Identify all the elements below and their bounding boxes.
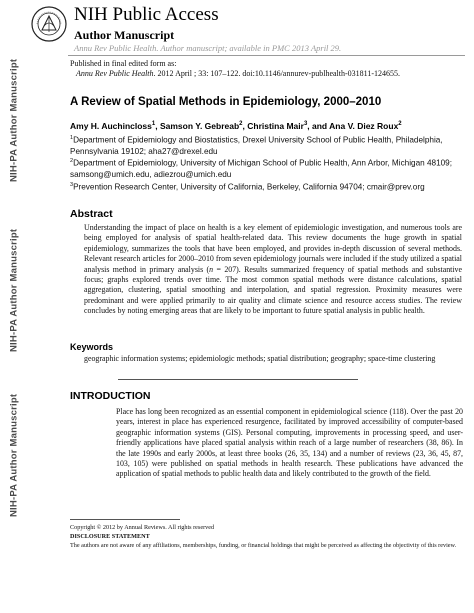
author-affiliation-marker: 2	[398, 121, 402, 128]
sidebar	[0, 0, 28, 613]
availability-note: Annu Rev Public Health. Author manuscript; available in PMC 2013 April 29.	[74, 43, 342, 53]
sidebar-label: NIH-PA Author Manuscript	[8, 228, 20, 352]
affiliation-marker: 3	[70, 182, 74, 188]
nih-seal-logo	[31, 6, 67, 42]
introduction-text: Place has long been recognized as an essential component in epidemiological science (118). Over the past 20 years, interest in place has experienced resurgence, facilitated by improved accessibility of computer-based geographic information systems (GIS). Personal computing, improvements in processing speed, and user-friendly applications have placed spatial analysis within reach of a large number of researchers (38, 86). In the late 1990s and early 2000s, at least three books (26, 35, 134) and a number of reviews (23, 36, 45, 87, 103, 105) were published on spatial methods in health research. These publications have advanced the application of spatial methods to public health data and likely contributed to the growth of the field.	[116, 407, 463, 479]
abstract-heading: Abstract	[70, 208, 113, 220]
author-separator: ,	[155, 121, 160, 131]
author-name: Samson Y. Gebreab	[159, 121, 240, 131]
copyright-notice: Copyright © 2012 by Annual Reviews. All rights reserved	[70, 524, 215, 531]
author-name: Amy H. Auchincloss	[70, 121, 152, 131]
author-manuscript-label: Author Manuscript	[74, 28, 175, 42]
citation	[76, 69, 400, 78]
author-affiliation-marker: 2	[239, 121, 243, 128]
citation-details: . 2012 April ; 33: 107–122. doi:10.1146/annurev-publhealth-031811-124655.	[153, 69, 401, 78]
disclosure-heading: DISCLOSURE STATEMENT	[70, 533, 150, 540]
keywords-text: geographic information systems; epidemiologic methods; spatial distribution; geography; space-time clustering	[84, 354, 436, 363]
affiliation	[70, 156, 460, 180]
affiliation	[70, 180, 460, 193]
affiliation-marker: 2	[70, 158, 74, 164]
published-final-form-label: Published in final edited form as:	[70, 59, 177, 68]
affiliation-text: Department of Epidemiology and Biostatistics, Drexel University School of Public Health, Philadelphia, Pennsylvania 19102; aha27@drexel.edu	[70, 135, 443, 156]
footnote-divider	[70, 519, 180, 520]
nih-public-access-title: NIH Public Access	[74, 4, 219, 25]
affiliation-text: Prevention Research Center, University of California, Berkeley, California 94704; cmair@prev.org	[73, 182, 425, 192]
affiliation-text: Department of Epidemiology, University of Michigan School of Public Health, Ann Arbor, Michigan 48109; samsong@umich.edu, adiezrou@umich.edu	[70, 158, 453, 179]
disclosure-text: The authors are not aware of any affiliations, memberships, funding, or financial holdings that might be perceived as affecting the objectivity of this review.	[70, 542, 457, 549]
abstract-text: Understanding the impact of place on health is a key element of epidemiologic investigation, and numerous tools are being employed for analysis of spatial health-related data. This review documents the huge growth in spatial epidemiology, summarizes the tools that have been employed, and provides in-depth discussion of several methods. Relevant research articles for 2000–2010 from seven epidemiology journals were included if the study utilized a spatial analysis method in primary analysis (n = 207). Results summarized frequency of spatial methods and substantive focus; graphs explored trends over time. The most common spatial methods were distance calculations, spatial aggregation, clustering, spatial smoothing and interpolation, and spatial regression. Proximity measures were predominant and were applied primarily to air quality and climate science and resource access studies. The review concludes by noting emerging areas that are likely to be important to future spatial analysis in public health.	[84, 223, 462, 316]
sidebar-label: NIH-PA Author Manuscript	[8, 393, 20, 517]
affiliation-marker: 1	[70, 135, 74, 141]
author-separator: , and	[307, 121, 330, 131]
keywords-divider	[118, 379, 358, 380]
journal-name: Annu Rev Public Health	[76, 69, 154, 78]
introduction-heading: INTRODUCTION	[70, 390, 151, 402]
article-title: A Review of Spatial Methods in Epidemiology, 2000–2010	[70, 96, 382, 108]
header-divider	[68, 55, 465, 56]
keywords-heading: Keywords	[70, 342, 114, 352]
sidebar-label: NIH-PA Author Manuscript	[8, 58, 20, 182]
author-name: Ana V. Diez Roux	[329, 121, 399, 131]
affiliation	[70, 133, 460, 157]
author-affiliation-marker: 1	[151, 121, 156, 128]
author-name: Christina Mair	[247, 121, 304, 131]
author-affiliation-marker: 3	[303, 121, 308, 128]
author-list	[70, 121, 402, 131]
author-separator: ,	[242, 121, 248, 131]
